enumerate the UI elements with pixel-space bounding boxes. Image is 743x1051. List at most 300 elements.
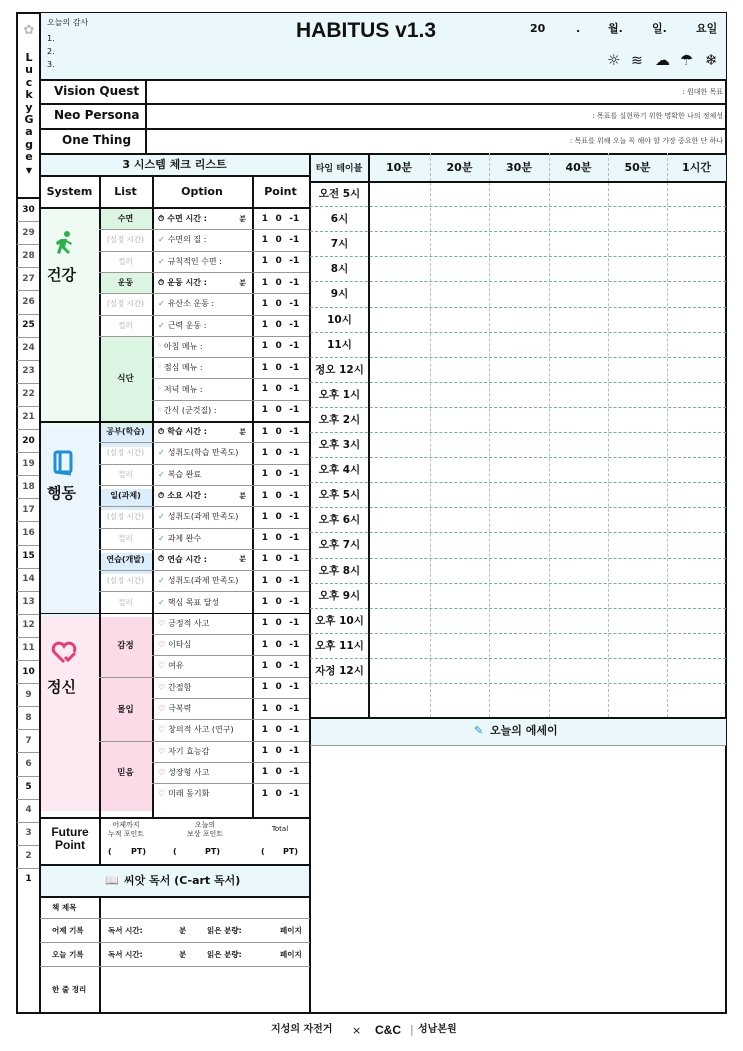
option-row[interactable] (152, 506, 252, 527)
option-row[interactable] (152, 549, 252, 570)
book-title-field[interactable] (100, 896, 309, 918)
point-value[interactable]: 0 (275, 724, 282, 735)
hour-label: 오후 6시 (318, 514, 361, 527)
option-row[interactable] (152, 272, 252, 293)
point-value[interactable]: 1 (261, 447, 268, 458)
option-label: 저녁 메뉴 : (163, 384, 203, 394)
gage-number[interactable]: 21 (22, 412, 35, 423)
gage-number[interactable]: 18 (22, 481, 35, 492)
point-value[interactable]: 1 (261, 405, 268, 416)
hour-row[interactable] (369, 683, 725, 717)
one-thing-field[interactable]: : 목표를 위해 오늘 꼭 해야 할 가장 중요한 단 하나 (569, 137, 723, 145)
option-label: 수면 시간 : (167, 214, 207, 224)
point-value[interactable]: 0 (275, 490, 282, 501)
point-value[interactable]: 1 (261, 554, 268, 565)
point-value[interactable]: 1 (261, 788, 268, 799)
point-value[interactable]: 1 (261, 384, 268, 395)
point-selector[interactable] (252, 762, 309, 783)
point-value[interactable]: -1 (289, 788, 300, 799)
point-value[interactable]: -1 (289, 447, 300, 458)
hour-row[interactable] (369, 181, 725, 206)
point-selector[interactable] (252, 591, 309, 612)
col-header-option: Option (181, 184, 223, 198)
point-value[interactable]: -1 (289, 511, 300, 522)
gage-number[interactable]: 9 (25, 689, 32, 700)
option-unit: 분 (239, 427, 246, 436)
point-value[interactable]: -1 (289, 213, 300, 224)
option-row[interactable] (152, 442, 252, 463)
point-value[interactable]: -1 (289, 341, 300, 352)
gage-number[interactable]: 5 (25, 782, 32, 793)
read-amount-label: 읽은 분량: (207, 950, 242, 959)
point-value[interactable]: 0 (275, 554, 282, 565)
point-value[interactable]: -1 (289, 554, 300, 565)
option-label: 점심 메뉴 : (163, 363, 203, 373)
point-value[interactable]: 1 (261, 341, 268, 352)
neo-persona-field[interactable]: : 목표를 실현하기 위한 명확한 나의 정체성 (592, 112, 723, 120)
point-value[interactable]: -1 (289, 405, 300, 416)
point-value[interactable]: 0 (275, 533, 282, 544)
gage-number[interactable]: 13 (22, 597, 35, 608)
option-row[interactable] (152, 528, 252, 549)
hour-label: 오후 4시 (318, 464, 361, 477)
option-row[interactable] (152, 251, 252, 272)
option-row[interactable] (152, 485, 252, 506)
umbrella-icon[interactable]: ☂ (680, 51, 694, 69)
option-row[interactable] (152, 421, 252, 442)
point-value[interactable]: -1 (289, 234, 300, 245)
option-row[interactable] (152, 357, 252, 378)
gage-number[interactable]: 27 (22, 273, 35, 284)
point-value[interactable]: 0 (275, 767, 282, 778)
setting-time[interactable]: (설정 시간) (106, 235, 145, 245)
option-row[interactable] (152, 229, 252, 250)
option-row[interactable] (152, 741, 252, 762)
point-selector[interactable] (252, 677, 309, 698)
point-value[interactable]: 1 (261, 597, 268, 608)
lucky-gage-letter: y (25, 100, 33, 114)
system-health: 건강 (47, 266, 76, 284)
check-icon: ✓ (158, 448, 165, 458)
hour-row[interactable] (369, 532, 725, 557)
point-selector[interactable] (252, 400, 309, 421)
hour-label: 오후 3시 (318, 439, 361, 452)
hour-row[interactable] (369, 281, 725, 306)
point-value[interactable]: 0 (275, 384, 282, 395)
heart-icon: ♡ (158, 767, 166, 777)
point-selector[interactable] (252, 719, 309, 740)
gage-number[interactable]: 4 (25, 805, 32, 816)
read-min-label: 분 (179, 926, 187, 935)
gage-number[interactable]: 14 (22, 574, 35, 585)
gratitude-item[interactable]: 1. (47, 34, 55, 43)
point-selector[interactable] (252, 251, 309, 272)
lucky-gage-letter: u (25, 63, 33, 77)
snow-icon[interactable]: ❄ (705, 51, 718, 69)
option-label: 창의적 사고 (연구) (168, 725, 234, 735)
option-row[interactable] (152, 719, 252, 740)
gage-number[interactable]: 22 (22, 389, 35, 400)
point-selector[interactable] (252, 208, 309, 229)
lucky-gage-letter: G (24, 113, 34, 126)
gage-number[interactable]: 8 (25, 712, 32, 723)
color-field[interactable]: 컬러 (118, 597, 133, 607)
point-selector[interactable] (252, 485, 309, 506)
point-selector[interactable] (252, 783, 309, 804)
heart-icon: ♡ (158, 704, 166, 714)
point-value[interactable]: -1 (289, 703, 300, 714)
point-selector[interactable] (252, 549, 309, 570)
hour-label: 오후 5시 (318, 489, 361, 502)
point-value[interactable]: 0 (275, 298, 282, 309)
point-value[interactable]: -1 (289, 724, 300, 735)
point-value[interactable]: -1 (289, 597, 300, 608)
point-value[interactable]: 0 (275, 405, 282, 416)
reward-label: 오늘의 (194, 821, 216, 829)
reading-title: 씨앗 독서 (C-art 독서) (124, 874, 241, 887)
point-value[interactable]: 0 (275, 639, 282, 650)
point-value[interactable]: 1 (261, 724, 268, 735)
point-value[interactable]: -1 (289, 320, 300, 331)
gage-number[interactable]: 29 (22, 227, 35, 238)
point-value[interactable]: 0 (275, 277, 282, 288)
point-value[interactable]: -1 (289, 490, 300, 501)
gage-number[interactable]: 30 (22, 204, 35, 215)
option-row[interactable] (152, 464, 252, 485)
setting-time[interactable]: (설정 시간) (106, 299, 145, 309)
gage-number[interactable]: 1 (25, 874, 32, 885)
point-value[interactable]: 1 (261, 639, 268, 650)
point-selector[interactable] (252, 741, 309, 762)
gage-number[interactable]: 26 (22, 296, 35, 307)
gage-number[interactable]: 28 (22, 250, 35, 261)
point-value[interactable]: 1 (261, 469, 268, 480)
read-page-label: 페이지 (280, 926, 302, 935)
option-row[interactable] (152, 570, 252, 591)
option-row[interactable] (152, 613, 252, 634)
point-value[interactable]: 0 (275, 703, 282, 714)
point-value[interactable]: -1 (289, 362, 300, 373)
point-value[interactable]: -1 (289, 639, 300, 650)
heart-icon: ♡ (158, 640, 166, 650)
point-selector[interactable] (252, 698, 309, 719)
gage-number[interactable]: 24 (22, 343, 35, 354)
system-action: 행동 (47, 484, 76, 502)
date-weekday[interactable]: 요일 (696, 22, 718, 35)
pencil-icon: ✎ (474, 724, 484, 737)
gage-number[interactable]: 2 (25, 851, 32, 862)
point-selector[interactable] (252, 336, 309, 357)
point-value[interactable]: -1 (289, 384, 300, 395)
point-selector[interactable] (252, 655, 309, 676)
point-value[interactable]: 1 (261, 213, 268, 224)
hour-row[interactable] (369, 231, 725, 256)
gage-number[interactable]: 25 (22, 320, 35, 331)
hour-row[interactable] (369, 206, 725, 231)
reward-label-2: 보상 포인트 (186, 830, 224, 838)
option-row[interactable] (152, 400, 252, 421)
lucky-gage-letter: c (25, 75, 33, 89)
option-row[interactable] (152, 293, 252, 314)
point-selector[interactable] (252, 378, 309, 399)
setting-time[interactable]: (설정 시간) (106, 448, 145, 458)
check-icon: ✓ (158, 235, 165, 245)
point-value[interactable]: 0 (275, 341, 282, 352)
point-value[interactable]: 0 (275, 362, 282, 373)
gage-number[interactable]: 23 (22, 366, 35, 377)
open-book-icon: 📖 (105, 874, 119, 887)
hour-row[interactable] (369, 633, 725, 658)
hour-row[interactable] (369, 658, 725, 683)
cumulative-value[interactable]: PT) (131, 847, 146, 856)
hour-label: 8시 (330, 263, 349, 276)
app-title: HABITUS v1.3 (296, 19, 437, 42)
point-value[interactable]: 1 (261, 490, 268, 501)
gage-number[interactable]: 7 (25, 735, 32, 746)
option-row[interactable] (152, 783, 252, 804)
point-selector[interactable] (252, 272, 309, 293)
point-selector[interactable] (252, 506, 309, 527)
gage-number[interactable]: 3 (25, 828, 32, 839)
point-value[interactable]: -1 (289, 469, 300, 480)
point-value[interactable]: 1 (261, 256, 268, 267)
essay-area[interactable] (311, 746, 725, 1012)
option-label: 미래 동기화 (168, 789, 210, 799)
gage-number[interactable]: 12 (22, 620, 35, 631)
cumulative-label: 어제까지 (112, 821, 140, 829)
reward-value[interactable]: PT) (205, 847, 220, 856)
gage-number[interactable]: 16 (22, 527, 35, 538)
point-value[interactable]: 1 (261, 511, 268, 522)
hour-row[interactable] (369, 608, 725, 633)
point-value[interactable]: -1 (289, 277, 300, 288)
color-field[interactable]: 컬러 (118, 256, 133, 266)
color-field[interactable]: 컬러 (118, 533, 133, 543)
option-row[interactable] (152, 655, 252, 676)
point-value[interactable]: 1 (261, 746, 268, 757)
hour-row[interactable] (369, 507, 725, 532)
hour-label: 9시 (330, 288, 349, 301)
option-row[interactable] (152, 591, 252, 612)
list-label: 수면 (117, 214, 134, 224)
point-selector[interactable] (252, 315, 309, 336)
gratitude-item[interactable]: 3. (47, 60, 55, 69)
point-selector[interactable] (252, 570, 309, 591)
point-value[interactable]: 0 (275, 575, 282, 586)
one-line-summary-field[interactable] (100, 966, 309, 1012)
point-value[interactable]: 1 (261, 426, 268, 437)
fork-icon: ᵎᵎ (158, 384, 161, 394)
read-page-label: 페이지 (280, 950, 302, 959)
heart-icon: ♡ (158, 725, 166, 735)
hour-label: 오전 5시 (318, 188, 361, 201)
option-row[interactable] (152, 208, 252, 229)
point-value[interactable]: 0 (275, 469, 282, 480)
point-value[interactable]: -1 (289, 256, 300, 267)
option-row[interactable] (152, 315, 252, 336)
point-value[interactable]: -1 (289, 533, 300, 544)
option-label: 핵심 목표 달성 (167, 597, 220, 607)
checklist-title: 3 시스템 체크 리스트 (122, 158, 227, 171)
color-field[interactable]: 컬러 (118, 469, 133, 479)
hour-row[interactable] (369, 357, 725, 382)
option-row[interactable] (152, 378, 252, 399)
point-value[interactable]: 0 (275, 426, 282, 437)
point-value[interactable]: 1 (261, 277, 268, 288)
point-value[interactable]: 0 (275, 213, 282, 224)
color-field[interactable]: 컬러 (118, 320, 133, 330)
point-value[interactable]: 0 (275, 788, 282, 799)
point-value[interactable]: -1 (289, 426, 300, 437)
date-month[interactable]: 월. (608, 22, 623, 35)
point-value[interactable]: -1 (289, 575, 300, 586)
option-unit: 분 (239, 278, 246, 287)
point-value[interactable]: 0 (275, 618, 282, 629)
point-value[interactable]: -1 (289, 618, 300, 629)
point-selector[interactable] (252, 613, 309, 634)
point-value[interactable]: 1 (261, 618, 268, 629)
hour-row[interactable] (369, 332, 725, 357)
lucky-gage-letter: g (25, 137, 33, 151)
point-value[interactable]: -1 (289, 660, 300, 671)
gage-number[interactable]: 10 (22, 666, 35, 677)
list-label: 공부(학습) (106, 427, 145, 437)
option-label: 여유 (168, 661, 184, 671)
hour-label: 정오 12시 (315, 363, 364, 376)
one-thing-label: One Thing (62, 133, 132, 147)
read-time-label: 독서 시간: (108, 950, 143, 959)
point-selector[interactable] (252, 442, 309, 463)
point-value[interactable]: 0 (275, 234, 282, 245)
date-year[interactable]: 20 (530, 22, 546, 35)
timer-icon: ⏱ (158, 213, 165, 223)
date-day[interactable]: 일. (652, 22, 667, 35)
point-value[interactable]: 0 (275, 320, 282, 331)
read-min-label: 분 (179, 950, 187, 959)
gage-number[interactable]: 11 (22, 643, 35, 654)
hour-row[interactable] (369, 307, 725, 332)
total-value[interactable]: PT) (283, 847, 298, 856)
option-label: 유산소 운동 : (167, 299, 215, 309)
option-label: 복습 완료 (167, 469, 202, 479)
neo-persona-label: Neo Persona (54, 108, 140, 122)
hour-row[interactable] (369, 382, 725, 407)
point-value[interactable]: 0 (275, 256, 282, 267)
point-value[interactable]: -1 (289, 682, 300, 693)
point-selector[interactable] (252, 293, 309, 314)
vision-quest-field[interactable]: : 원대한 목표 (682, 88, 723, 96)
gage-number[interactable]: 20 (22, 435, 35, 446)
gage-number[interactable]: 19 (22, 458, 35, 469)
point-value[interactable]: 1 (261, 575, 268, 586)
point-selector[interactable] (252, 634, 309, 655)
hour-label: 오후 1시 (318, 388, 361, 401)
hour-row[interactable] (369, 256, 725, 281)
future-point-label-2: Point (55, 838, 85, 852)
point-value[interactable]: 1 (261, 767, 268, 778)
point-value[interactable]: 1 (261, 660, 268, 671)
point-value[interactable]: -1 (289, 767, 300, 778)
list-label: 연습(개발) (106, 554, 145, 564)
option-label: 규칙적인 수면 : (167, 256, 222, 266)
lucky-gage-letter: L (25, 51, 33, 64)
lucky-gage-letter: e (25, 150, 33, 164)
option-row[interactable] (152, 698, 252, 719)
point-value[interactable]: 1 (261, 298, 268, 309)
lucky-gage-letter: a (25, 125, 33, 139)
option-row[interactable] (152, 634, 252, 655)
option-row[interactable] (152, 762, 252, 783)
option-label: 소요 시간 : (167, 491, 207, 501)
hour-label: 10시 (327, 313, 352, 326)
point-selector[interactable] (252, 421, 309, 442)
list-label: 몰입 (117, 704, 134, 715)
point-selector[interactable] (252, 229, 309, 250)
option-row[interactable] (152, 336, 252, 357)
point-value[interactable]: -1 (289, 298, 300, 309)
point-value[interactable]: 1 (261, 682, 268, 693)
hour-label: 6시 (330, 213, 349, 226)
cumulative-label-2: 누적 포인트 (107, 830, 145, 838)
check-icon: ✓ (158, 469, 165, 479)
sun-icon[interactable]: ☼ (607, 51, 621, 69)
hour-row[interactable] (369, 558, 725, 583)
cloud-icon[interactable]: ☁ (655, 51, 670, 69)
check-icon: ✓ (158, 256, 165, 266)
point-value[interactable]: 1 (261, 234, 268, 245)
point-value[interactable]: 1 (261, 703, 268, 714)
timer-icon: ⏱ (158, 277, 165, 287)
timetable-title: 타임 테이블 (315, 163, 363, 174)
hour-row[interactable] (369, 482, 725, 507)
time-column-header: 20분 (446, 161, 473, 174)
check-icon: ✓ (158, 576, 165, 586)
check-icon: ✓ (158, 512, 165, 522)
point-value[interactable]: -1 (289, 746, 300, 757)
point-value[interactable]: 0 (275, 682, 282, 693)
gratitude-item[interactable]: 2. (47, 47, 55, 56)
gage-number[interactable]: 15 (22, 551, 35, 562)
option-row[interactable] (152, 677, 252, 698)
point-value[interactable]: 0 (275, 511, 282, 522)
col-header-list: List (114, 184, 137, 198)
point-value[interactable]: 0 (275, 447, 282, 458)
point-value[interactable]: 0 (275, 660, 282, 671)
point-value[interactable]: 1 (261, 362, 268, 373)
option-unit: 분 (239, 214, 246, 223)
hour-label: 7시 (330, 238, 349, 251)
point-value[interactable]: 1 (261, 320, 268, 331)
wind-icon[interactable]: ≋ (631, 53, 643, 69)
hour-row[interactable] (369, 457, 725, 482)
hour-row[interactable] (369, 432, 725, 457)
point-value[interactable]: 0 (275, 746, 282, 757)
point-value[interactable]: 1 (261, 533, 268, 544)
setting-time[interactable]: (설정 시간) (106, 576, 145, 586)
point-selector[interactable] (252, 528, 309, 549)
time-column-header: 50분 (624, 161, 651, 174)
point-selector[interactable] (252, 357, 309, 378)
gratitude-title: 오늘의 감사 (47, 18, 89, 27)
setting-time[interactable]: (설정 시간) (106, 512, 145, 522)
gage-number[interactable]: 6 (25, 758, 32, 769)
point-selector[interactable] (252, 464, 309, 485)
hour-row[interactable] (369, 407, 725, 432)
gage-number[interactable]: 17 (22, 504, 35, 515)
fork-icon: ᵎᵎ (158, 363, 161, 373)
point-value[interactable]: 0 (275, 597, 282, 608)
hour-row[interactable] (369, 583, 725, 608)
